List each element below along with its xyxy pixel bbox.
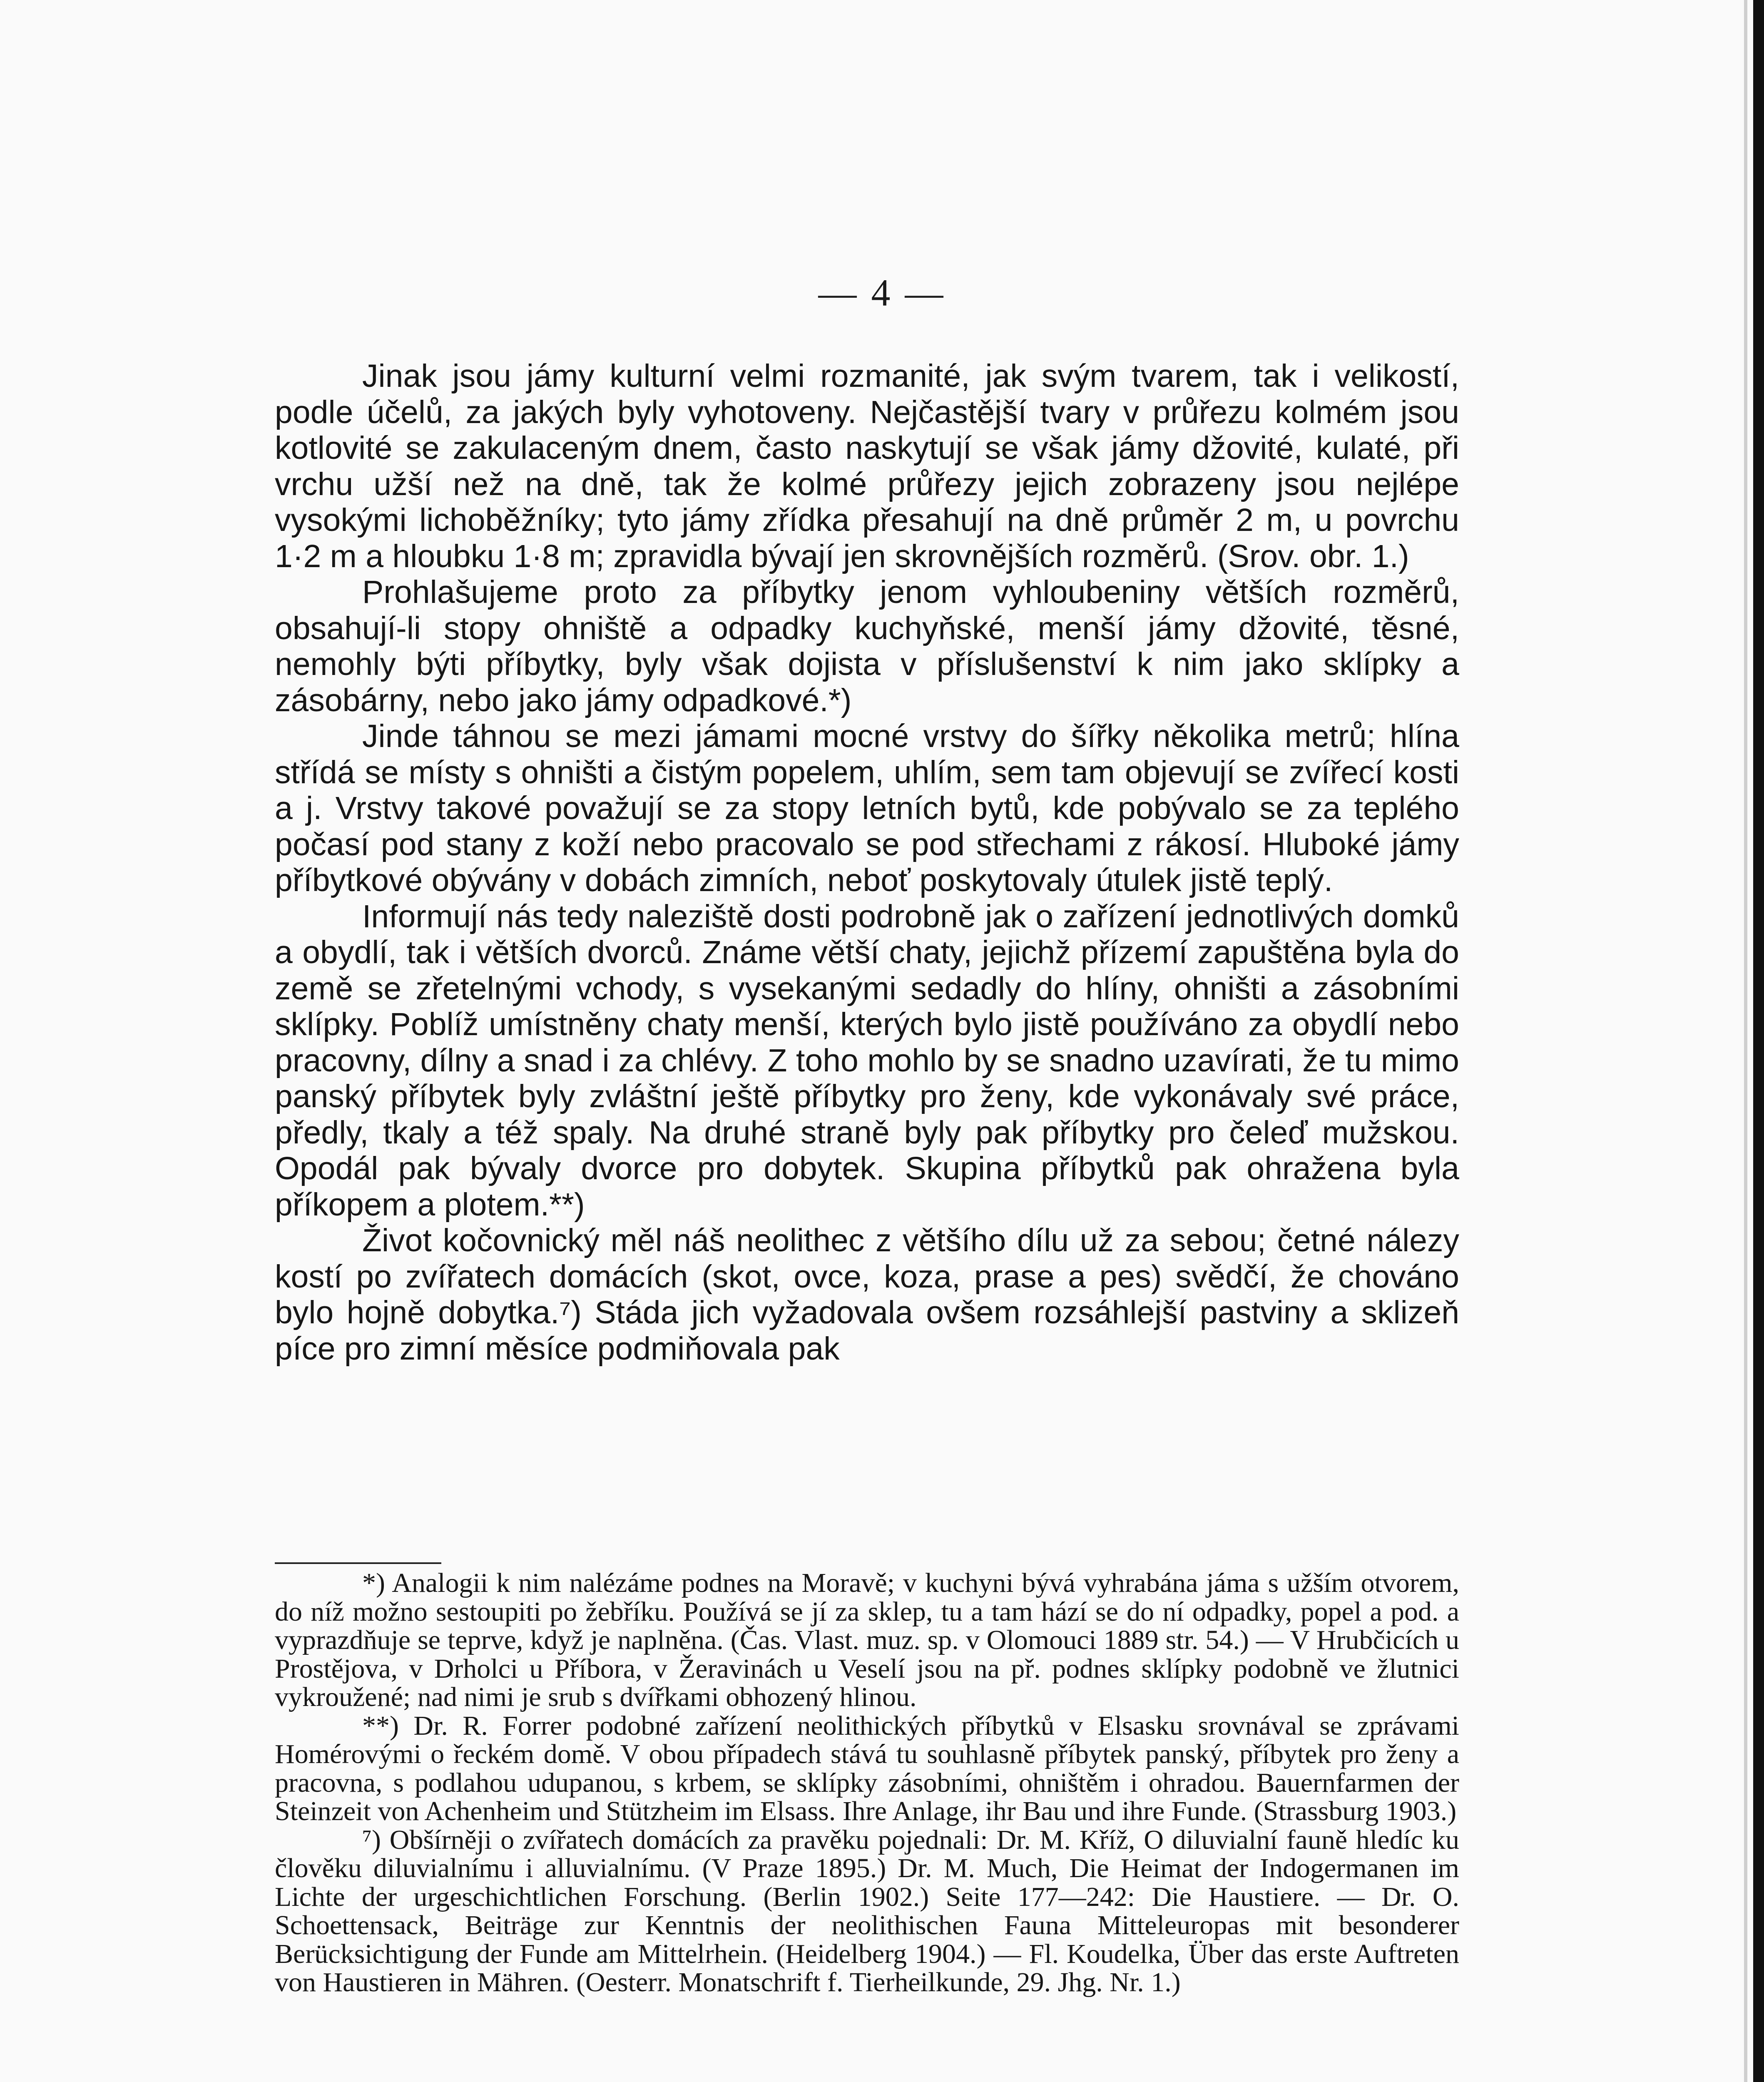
- paragraph: Prohlašujeme proto za příbytky jenom vyhloubeniny větších rozměrů, obsahují-li stopy ohniště a odpadky kuchyňské, menší jámy džovité, těsné, nemohly býti příbytky, byly však dojista v příslušenství k nim jako sklípky a zásobárny, nebo jako jámy odpadkové.*): [275, 574, 1459, 718]
- footnote: **) Dr. R. Forrer podobné zařízení neolithických příbytků v Elsasku srovnával se zprávami Homérovými o řeckém domě. V obou případech stává tu souhlasně příbytek panský, příbytek pro ženy a pracovna, s podlahou udupanou, s krbem, se sklípky zásobními, ohništěm i ohradou. Bauernfarmen der Steinzeit von Achenheim und Stützheim im Elsass. Ihre Anlage, ihr Bau und ihre Funde. (Strassburg 1903.): [275, 1710, 1459, 1826]
- footnote: ⁷) Obšírněji o zvířatech domácích za pravěku pojednali: Dr. M. Kříž, O diluvialní fauně hledíc ku člověku diluvialnímu i alluvialnímu. (V Praze 1895.) Dr. M. Much, Die Heimat der Indogermanen im Lichte der urgeschichtlichen Forschung. (Berlin 1902.) Seite 177—242: Die Haustiere. — Dr. O. Schoettensack, Beiträge zur Kenntnis der neolithischen Fauna Mitteleuropas mit besonderer Berücksichtigung der Funde am Mittelrhein. (Heidelberg 1904.) — Fl. Koudelka, Über das erste Auftreten von Haustieren in Mähren. (Oesterr. Monatschrift f. Tierheilkunde, 29. Jhg. Nr. 1.): [275, 1824, 1459, 1997]
- paragraph: Informují nás tedy naleziště dosti podrobně jak o zařízení jednotlivých domků a obydlí, tak i větších dvorců. Známe větší chaty, jejichž přízemí zapuštěna byla do země se zřetelnými vchody, s vysekanými sedadly do hlíny, ohništi a zásobními sklípky. Poblíž umístněny chaty menší, kterých bylo jistě používáno za obydlí nebo pracovny, dílny a snad i za chlévy. Z toho mohlo by se snadno uzavírati, že tu mimo panský příbytek byly zvláštní ještě příbytky pro ženy, kde vykonávaly své práce, předly, tkaly a též spaly. Na druhé straně byly pak příbytky pro čeleď mužskou. Opodál pak bývaly dvorce pro dobytek. Skupina příbytků pak ohražena byla příkopem a plotem.**): [275, 898, 1459, 1223]
- page-number: — 4 —: [818, 271, 946, 314]
- paragraph: Jinde táhnou se mezi jámami mocné vrstvy do šířky několika metrů; hlína střídá se místy s ohništi a čistým popelem, uhlím, sem tam objevují se zvířecí kosti a j. Vrstvy takové považují se za stopy letních bytů, kde pobývalo se za teplého počasí pod stany z koží nebo pracovalo se pod střechami z rákosí. Hluboké jámy příbytkové obývány v dobách zimních, neboť poskytovaly útulek jistě teplý.: [275, 718, 1459, 898]
- paragraph: Jinak jsou jámy kulturní velmi rozmanité, jak svým tvarem, tak i velikostí, podle účelů, za jakých byly vyhotoveny. Nejčastější tvary v průřezu kolmém jsou kotlovité se zakulaceným dnem, často naskytují se však jámy džovité, kulaté, při vrchu užší než na dně, tak že kolmé průřezy jejich zobrazeny jsou nejlépe vysokými lichoběžníky; tyto jámy zřídka přesahují na dně průměr 2 m, u povrchu 1·2 m a hloubku 1·8 m; zpravidla bývají jen skrovnějších rozměrů. (Srov. obr. 1.): [275, 358, 1459, 574]
- footnote: *) Analogii k nim nalézáme podnes na Moravě; v kuchyni bývá vyhrabána jáma s užším otvorem, do níž možno sestoupiti po žebříku. Používá se jí za sklep, tu a tam hází se do ní odpadky, popel a pod. a vyprazdňuje se teprve, když je naplněna. (Čas. Vlast. muz. sp. v Olomouci 1889 str. 54.) — V Hrubčicích u Prostějova, v Drholci u Příbora, v Žeravinách u Veselí jsou na př. podnes sklípky podobně ve žlutnici vykroužené; nad nimi je srub s dvířkami obhozený hlinou.: [275, 1568, 1459, 1712]
- paragraph: Život kočovnický měl náš neolithec z většího dílu už za sebou; četné nálezy kostí po zvířatech domácích (skot, ovce, koza, prase a pes) svědčí, že chováno bylo hojně dobytka.⁷) Stáda jich vyžadovala ovšem rozsáhlejší pastviny a sklizeň píce pro zimní měsíce podmiňovala pak: [275, 1223, 1459, 1367]
- footnote-separator: [275, 1562, 441, 1564]
- footnotes: [275, 1569, 1459, 1997]
- body-text: [275, 358, 1459, 1367]
